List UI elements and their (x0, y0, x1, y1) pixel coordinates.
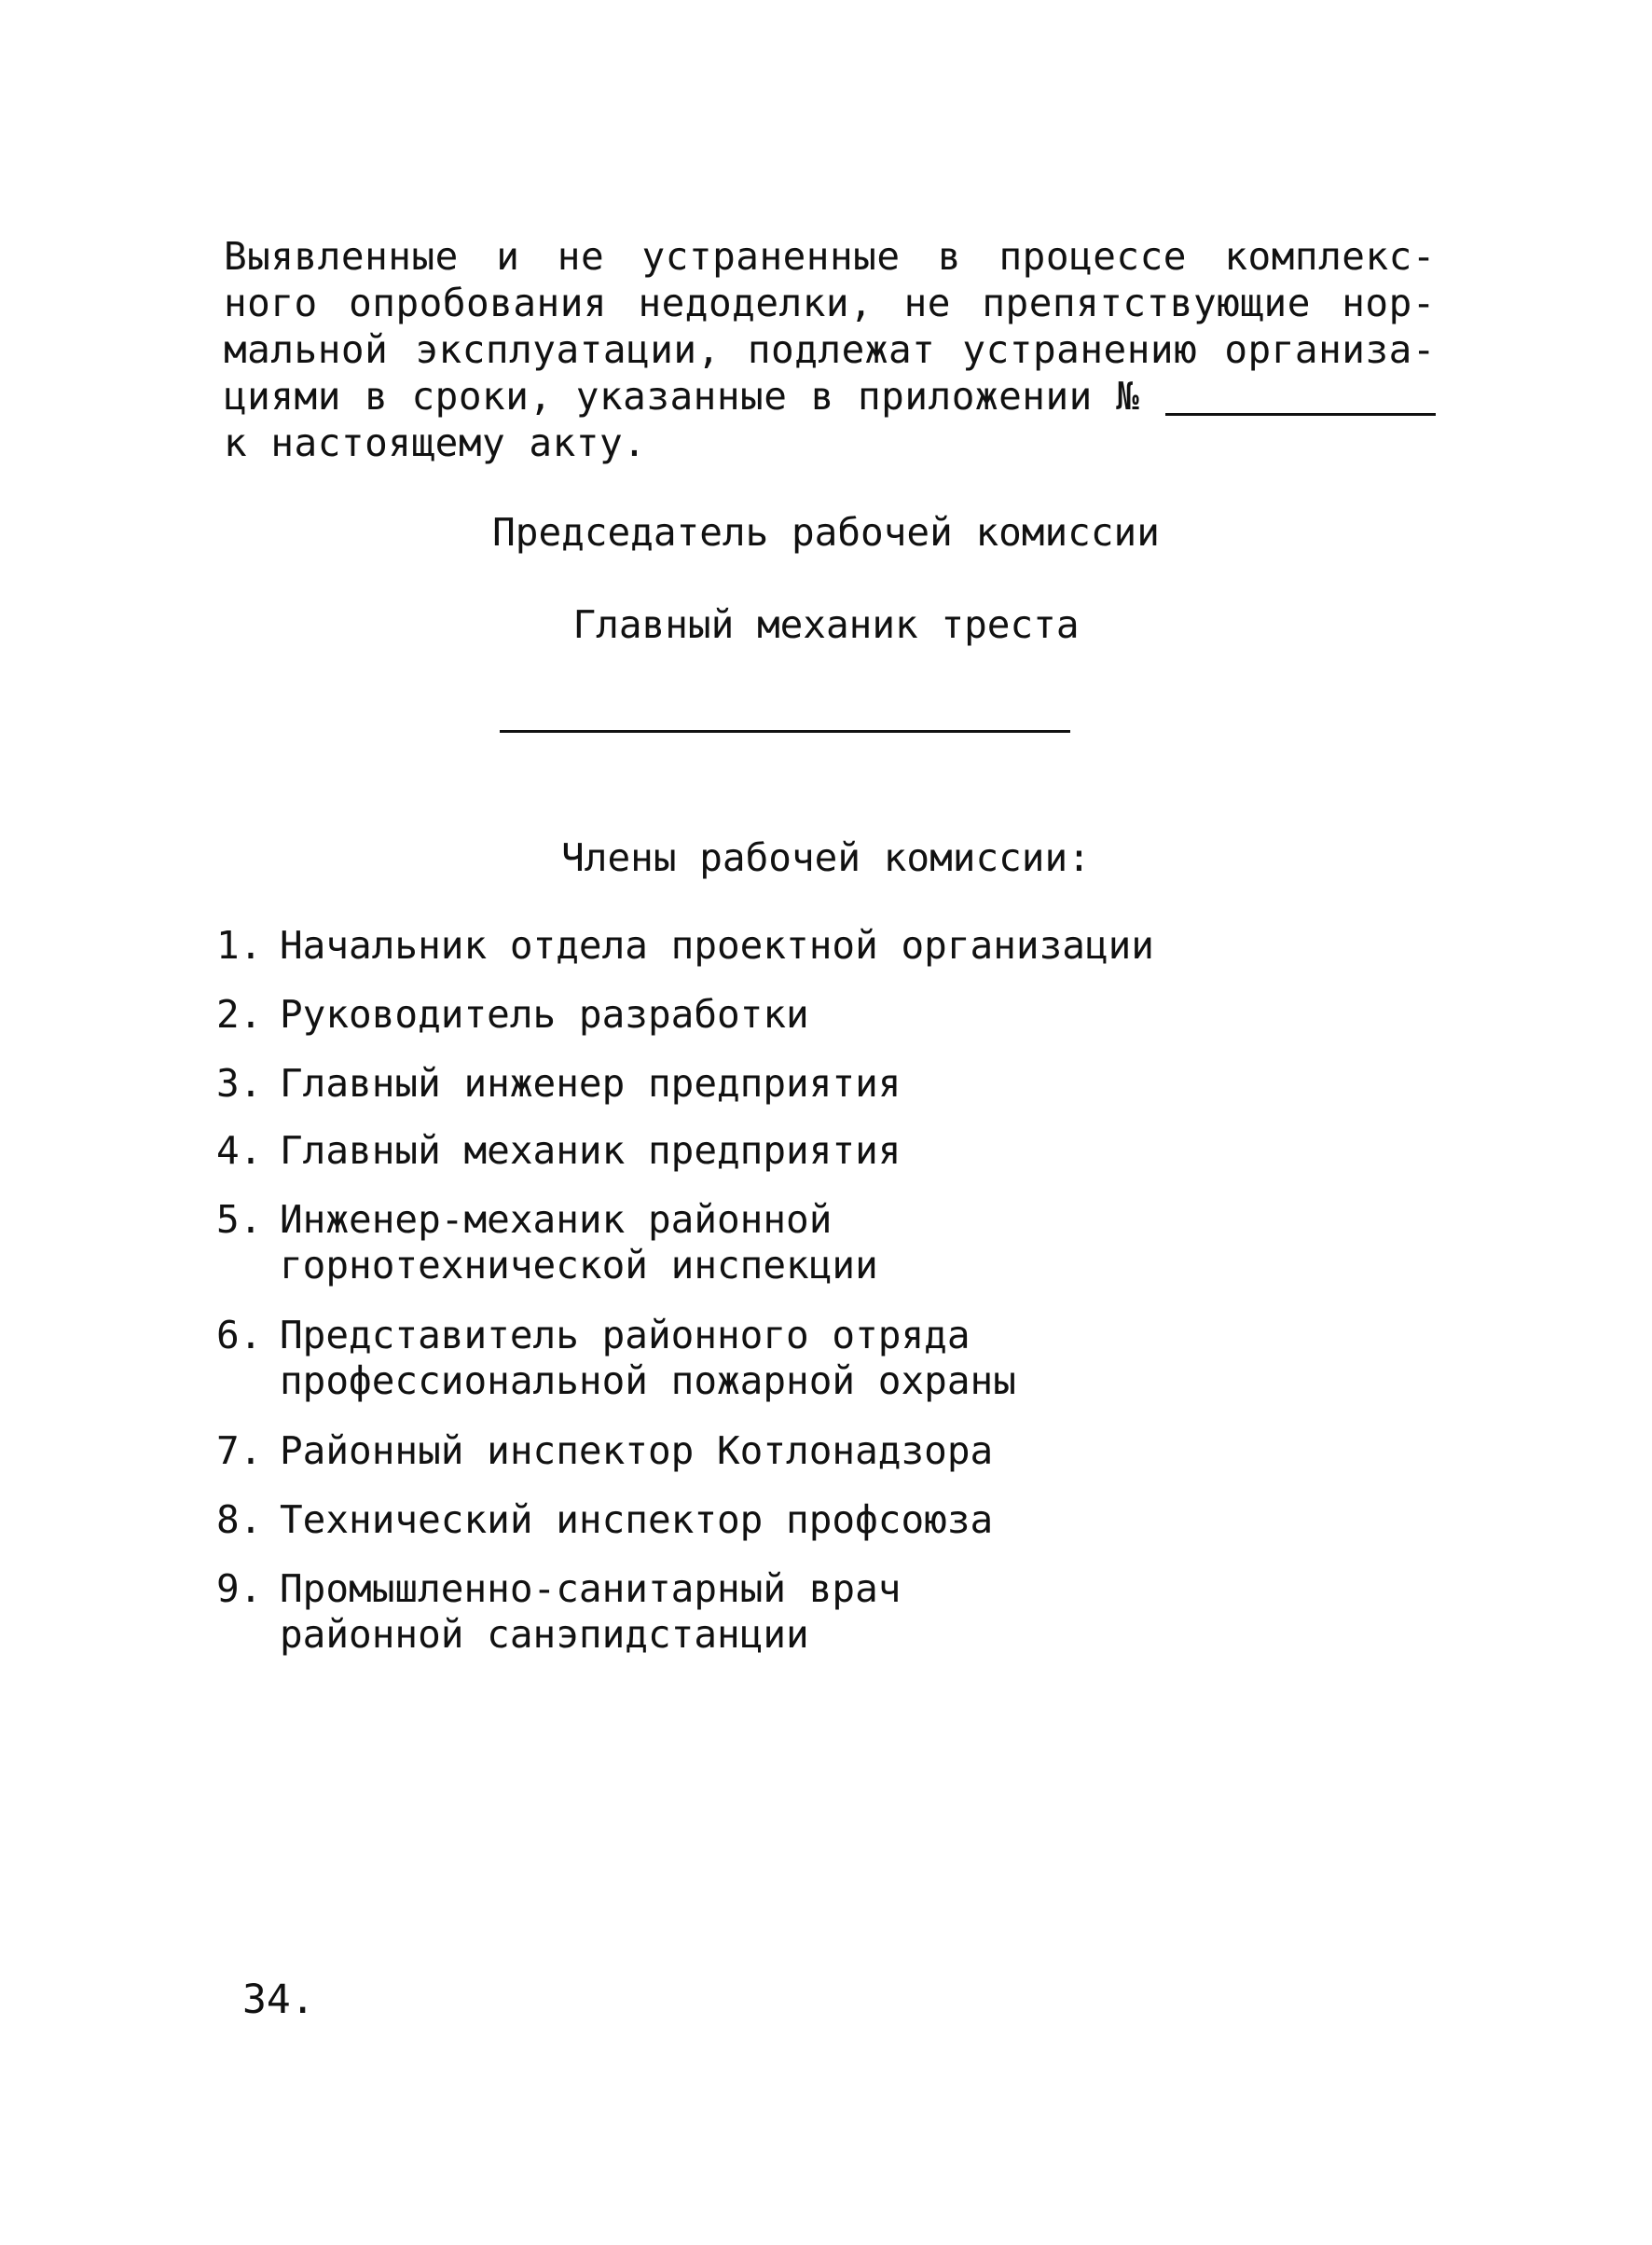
member-role: Представитель районного отряда (280, 1313, 971, 1357)
member-role-continuation: профессиональной пожарной охраны (280, 1358, 1016, 1403)
member-number: 5. (216, 1197, 263, 1242)
member-role: Промышленно-санитарный врач (280, 1566, 902, 1611)
member-number: 2. (216, 992, 263, 1037)
member-role: Руководитель разработки (280, 992, 809, 1037)
member-number: 7. (216, 1428, 263, 1473)
member-role: Технический инспектор профсоюза (280, 1497, 994, 1542)
paragraph-line-4: циями в сроки, указанные в приложении № (224, 374, 1140, 419)
member-item-6 (216, 1313, 1016, 1404)
member-number: 3. (216, 1061, 263, 1106)
member-number: 9. (216, 1566, 263, 1611)
paragraph-line-2: ного опробования недоделки, не препятствующие нор- (224, 281, 1436, 325)
member-role-continuation: районной санэпидстанции (280, 1612, 809, 1657)
member-role: Инженер-механик районной (280, 1197, 833, 1242)
member-role: Начальник отдела проектной организации (280, 923, 1154, 968)
member-number: 8. (216, 1497, 263, 1542)
paragraph-line-5: к настоящему акту. (224, 420, 647, 465)
member-item-8 (216, 1497, 993, 1543)
members-heading: Члены рабочей комиссии: (561, 835, 1091, 880)
member-item-1 (216, 923, 1154, 969)
chairman-title: Председатель рабочей комиссии (492, 510, 1160, 555)
page-number: 34. (242, 1976, 315, 2023)
member-item-4 (216, 1128, 901, 1174)
member-number: 4. (216, 1128, 263, 1173)
member-item-5 (216, 1197, 878, 1288)
member-item-3 (216, 1061, 901, 1107)
member-role-continuation: горнотехнической инспекции (280, 1243, 878, 1288)
member-number: 6. (216, 1313, 263, 1357)
paragraph-line-1: Выявленные и не устраненные в процессе комплекс- (224, 234, 1436, 279)
member-role: Районный инспектор Котлонадзора (280, 1428, 994, 1473)
chairman-signature-line (500, 730, 1070, 733)
member-role: Главный механик предприятия (280, 1128, 902, 1173)
member-item-2 (216, 992, 809, 1038)
appendix-number-blank (1165, 413, 1436, 416)
paragraph-line-3: мальной эксплуатации, подлежат устранению организа- (224, 327, 1436, 372)
chairman-position: Главный механик треста (572, 602, 1080, 647)
member-item-7 (216, 1428, 993, 1474)
member-number: 1. (216, 923, 263, 968)
member-role: Главный инженер предприятия (280, 1061, 902, 1106)
member-item-9 (216, 1566, 901, 1658)
